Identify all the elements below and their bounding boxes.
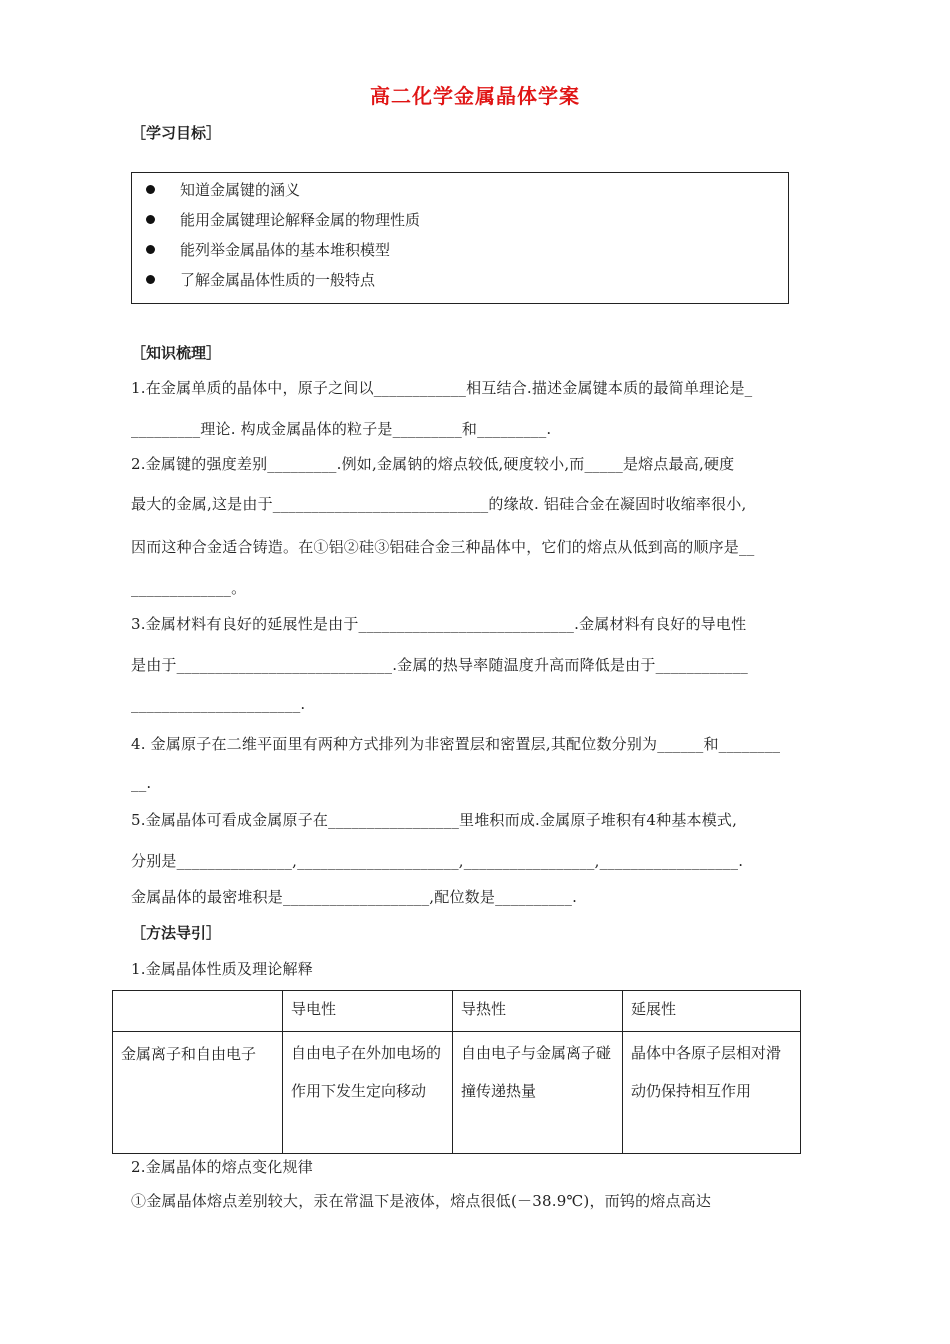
bullet-icon	[146, 275, 155, 284]
text-line: 1.金属晶体性质及理论解释	[131, 960, 313, 978]
text-line: 4. 金属原子在二维平面里有两种方式排列为非密置层和密置层,其配位数分别为______和________	[131, 735, 781, 753]
text-line: __.	[131, 774, 152, 792]
goal-text: 能列举金属晶体的基本堆积模型	[180, 241, 391, 259]
section-goals-heading: ［学习目标］	[131, 124, 222, 142]
text-line: 是由于____________________________.金属的热导率随温度升高而降低是由于____________	[131, 656, 748, 674]
goal-text: 能用金属键理论解释金属的物理性质	[180, 211, 421, 229]
text-line: 因而这种合金适合铸造。在①铝②硅③铝硅合金三种晶体中，它们的熔点从低到高的顺序是__	[131, 538, 755, 556]
table-header-cell: 导电性	[283, 991, 453, 1032]
table-header-cell	[113, 991, 283, 1032]
text-line: 分别是_______________,_____________________,_________________,__________________.	[131, 852, 744, 870]
goal-text: 知道金属键的涵义	[180, 181, 301, 199]
table-cell: 金属离子和自由电子	[113, 1032, 283, 1154]
text-line: _____________。	[131, 579, 247, 597]
text-line: 2.金属晶体的熔点变化规律	[131, 1158, 313, 1176]
table-header-cell: 延展性	[623, 991, 801, 1032]
section-knowledge-heading: ［知识梳理］	[131, 344, 222, 362]
properties-table	[112, 990, 801, 1154]
goals-box	[131, 172, 789, 304]
bullet-icon	[146, 245, 155, 254]
text-line: ①金属晶体熔点差别较大，汞在常温下是液体，熔点很低(－38.9℃)，而钨的熔点高达	[131, 1192, 712, 1210]
table-cell: 晶体中各原子层相对滑动仍保持相互作用	[623, 1032, 801, 1154]
section-method-heading: ［方法导引］	[131, 924, 222, 942]
table-cell: 自由电子在外加电场的作用下发生定向移动	[283, 1032, 453, 1154]
bullet-icon	[146, 185, 155, 194]
table-header-row	[113, 991, 801, 1032]
page-title: 高二化学金属晶体学案	[370, 84, 580, 108]
text-line: _________理论. 构成金属晶体的粒子是_________和_________.	[131, 420, 552, 438]
table-row	[113, 1032, 801, 1154]
text-line: 3.金属材料有良好的延展性是由于____________________________.金属材料有良好的导电性	[131, 615, 747, 633]
text-line: 1.在金属单质的晶体中，原子之间以____________相互结合.描述金属键本质的最简单理论是_	[131, 379, 753, 397]
bullet-icon	[146, 215, 155, 224]
table-header-cell: 导热性	[453, 991, 623, 1032]
text-line: 5.金属晶体可看成金属原子在_________________里堆积而成.金属原子堆积有4种基本模式,	[131, 811, 738, 829]
table-cell: 自由电子与金属离子碰撞传递热量	[453, 1032, 623, 1154]
goal-text: 了解金属晶体性质的一般特点	[180, 271, 376, 289]
text-line: 金属晶体的最密堆积是___________________,配位数是__________.	[131, 888, 578, 906]
text-line: 最大的金属,这是由于____________________________的缘故. 铝硅合金在凝固时收缩率很小,	[131, 495, 747, 513]
text-line: 2.金属键的强度差别_________.例如,金属钠的熔点较低,硬度较小,而_____是熔点最高,硬度	[131, 455, 735, 473]
text-line: ______________________.	[131, 695, 306, 713]
